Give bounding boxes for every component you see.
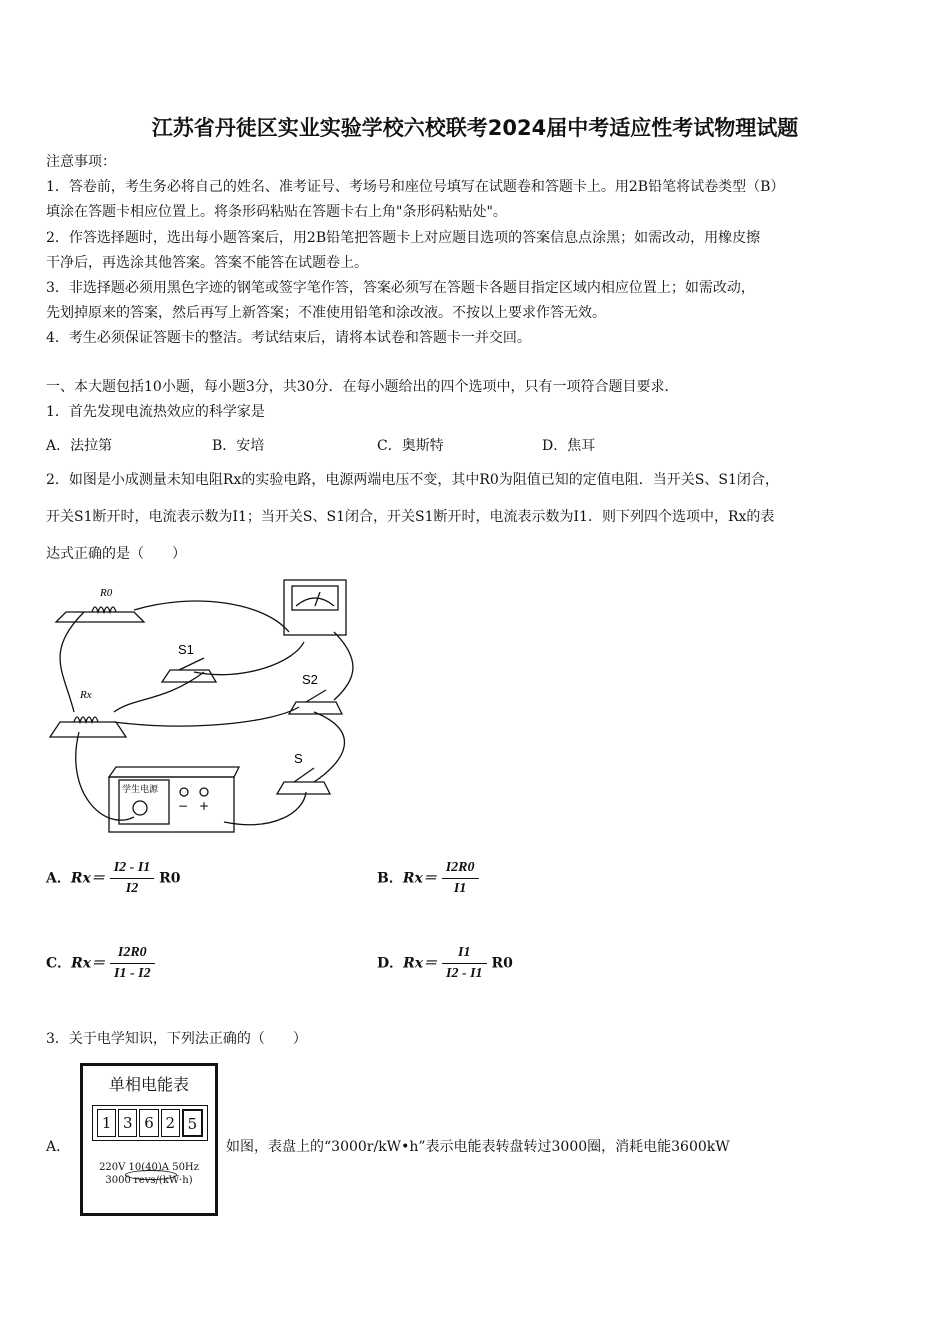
rx-coil xyxy=(74,717,98,722)
q1-option-b: B．安培 xyxy=(212,438,265,454)
meter-title: 单相电能表 xyxy=(108,1075,189,1094)
s-label: S xyxy=(294,751,303,766)
ammeter-body xyxy=(284,580,346,635)
meter-digit: 3 xyxy=(118,1109,137,1137)
formula-lhs: Rx＝ xyxy=(70,870,105,887)
energy-meter-figure xyxy=(80,1063,218,1216)
s1-lever xyxy=(179,658,204,670)
option-label: A． xyxy=(46,870,71,887)
q1-stem: 1．首先发现电流热效应的科学家是 xyxy=(46,404,265,420)
wire xyxy=(134,601,289,632)
q2-stem-line2: 开关S1断开时，电流表示数为I1；当开关S、S1闭合，开关S1断开时，电流表示数为I1．则下列四个选项中，Rx的表 xyxy=(46,509,775,525)
meter-digit: 2 xyxy=(161,1109,180,1137)
r0-board xyxy=(56,612,144,622)
s2-lever xyxy=(306,690,326,702)
q3-option-a-label: A． xyxy=(46,1139,71,1155)
fraction xyxy=(110,945,155,982)
rx-board xyxy=(50,722,126,737)
wire xyxy=(76,732,134,820)
denominator: I2 - I1 xyxy=(446,966,483,981)
notice-line: 填涂在答题卡相应位置上。将条形码粘贴在答题卡右上角"条形码粘贴处"。 xyxy=(46,204,507,220)
q3-option-a-text: 如图，表盘上的“3000r/kW•h”表示电能表转盘转过3000圈，消耗电能3600kW xyxy=(226,1139,730,1155)
r0-label: R0 xyxy=(100,587,113,599)
denominator: I1 xyxy=(453,881,467,896)
s1-switch xyxy=(162,670,216,682)
page-title: 江苏省丹徒区实业实验学校六校联考2024届中考适应性考试物理试题 xyxy=(151,116,799,140)
numerator: I1 xyxy=(442,945,487,964)
s-lever xyxy=(294,768,314,782)
q2-stem-line3: 达式正确的是（ ） xyxy=(46,546,186,562)
section-heading: 一、本大题包括10小题，每小题3分，共30分．在每小题给出的四个选项中，只有一项符合题目要求． xyxy=(46,379,679,395)
q3-stem: 3．关于电学知识，下列法正确的（ ） xyxy=(46,1031,307,1047)
meter-digit: 5 xyxy=(182,1109,203,1137)
q1-option-d: D．焦耳 xyxy=(542,438,596,454)
meter-spec-line: 220V 10(40)A 50Hz xyxy=(99,1162,199,1173)
q2-option-b xyxy=(377,860,479,897)
q2-option-c xyxy=(46,945,155,982)
rx-label: Rx xyxy=(80,689,92,701)
power-terminal xyxy=(200,788,208,796)
meter-spec-line: 3000 revs/(kW·h) xyxy=(105,1175,193,1186)
power-minus: − xyxy=(178,799,189,813)
notice-line: 1．答卷前，考生务必将自己的姓名、准考证号、考场号和座位号填写在试题卷和答题卡上。用2B铅笔将试卷类型（B） xyxy=(46,179,785,195)
meter-disc xyxy=(125,1170,177,1180)
wire xyxy=(114,672,204,712)
notice-line: 3．非选择题必须用黑色字迹的钢笔或签字笔作答，答案必须写在答题卡各题目指定区域内相应位置上；如需改动， xyxy=(46,280,755,296)
meter-digits xyxy=(92,1105,208,1141)
option-label: C． xyxy=(46,955,72,972)
q2-stem-line1: 2．如图是小成测量未知电阻Rx的实验电路，电源两端电压不变，其中R0为阻值已知的定值电阻．当开关S、S1闭合， xyxy=(46,472,779,488)
notice-line: 2．作答选择题时，选出每小题答案后，用2B铅笔把答题卡上对应题目选项的答案信息点涂黑；如需改动，用橡皮擦 xyxy=(46,230,761,246)
q2-option-a xyxy=(46,860,181,897)
meter-digit: 6 xyxy=(139,1109,158,1137)
formula-lhs: Rx＝ xyxy=(71,955,106,972)
notice-line: 干净后，再选涂其他答案。答案不能答在试题卷上。 xyxy=(46,255,368,271)
formula-suffix: R0 xyxy=(491,955,513,972)
notice-line: 4．考生必须保证答题卡的整洁。考试结束后，请将本试卷和答题卡一并交回。 xyxy=(46,330,531,346)
power-top xyxy=(109,767,239,777)
power-terminal xyxy=(180,788,188,796)
numerator: I2 - I1 xyxy=(110,860,155,879)
wire xyxy=(194,642,304,675)
notice-line: 先划掉原来的答案，然后再写上新答案；不准使用铅笔和涂改液。不按以上要求作答无效。 xyxy=(46,305,606,321)
power-label: 学生电源 xyxy=(122,785,159,795)
q1-option-c: C．奥斯特 xyxy=(377,438,444,454)
s-switch xyxy=(277,782,330,794)
meter-digit: 1 xyxy=(97,1109,116,1137)
numerator: I2R0 xyxy=(442,860,479,879)
power-plus: + xyxy=(199,799,210,813)
q2-option-d xyxy=(377,945,513,982)
s1-label: S1 xyxy=(178,642,194,657)
wire xyxy=(334,632,353,700)
power-knob xyxy=(133,801,147,815)
notice-heading: 注意事项： xyxy=(46,154,116,170)
formula-lhs: Rx＝ xyxy=(402,870,437,887)
denominator: I1 - I2 xyxy=(114,966,151,981)
q1-option-a: A．法拉第 xyxy=(46,438,113,454)
fraction xyxy=(110,860,155,897)
wire xyxy=(224,792,306,825)
formula-lhs: Rx＝ xyxy=(403,955,438,972)
formula-suffix: R0 xyxy=(159,870,181,887)
wire xyxy=(314,712,344,782)
option-label: B． xyxy=(377,870,403,887)
denominator: I2 xyxy=(125,881,139,896)
numerator: I2R0 xyxy=(110,945,155,964)
s2-label: S2 xyxy=(302,672,318,687)
fraction xyxy=(442,860,479,897)
wire xyxy=(114,707,299,726)
fraction xyxy=(442,945,487,982)
r0-coil xyxy=(92,607,116,612)
circuit-figure xyxy=(44,572,364,838)
option-label: D． xyxy=(377,955,404,972)
